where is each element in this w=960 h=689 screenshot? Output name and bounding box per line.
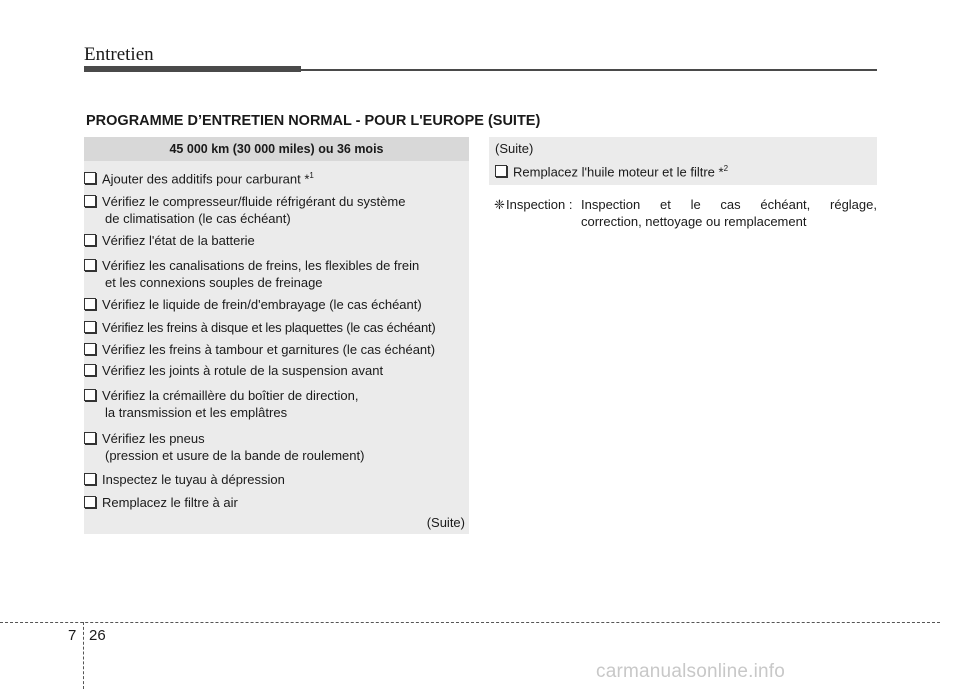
- item-text-continued: (pression et usure de la bande de roulement): [105, 448, 365, 463]
- item-text: Vérifiez les pneus: [102, 431, 205, 446]
- header-title: Entretien: [84, 44, 154, 65]
- list-item: [84, 471, 285, 488]
- list-item: [84, 257, 419, 291]
- item-text: Vérifiez les joints à rotule de la suspension avant: [102, 363, 384, 378]
- checkbox-icon: [84, 234, 96, 246]
- footnote-text: Inspection et le cas échéant, réglage,: [581, 197, 877, 212]
- item-text: Vérifiez les canalisations de freins, les flexibles de frein: [102, 258, 420, 273]
- item-text: Vérifiez la crémaillère du boîtier de direction,: [102, 388, 359, 403]
- item-text-continued: de climatisation (le cas échéant): [105, 211, 291, 226]
- item-text: Vérifiez le compresseur/fluide réfrigérant du système: [102, 194, 406, 209]
- checkbox-icon: [495, 165, 507, 177]
- header-bar-thick: [84, 66, 301, 72]
- continued-label: (Suite): [426, 515, 465, 530]
- list-item: [84, 296, 422, 313]
- item-text: Remplacez le filtre à air: [102, 495, 238, 510]
- item-text-continued: et les connexions souples de freinage: [105, 275, 323, 290]
- list-item: [84, 193, 405, 227]
- list-item: [84, 494, 238, 511]
- list-item: [84, 319, 436, 336]
- item-text: Ajouter des additifs pour carburant *: [102, 171, 310, 187]
- watermark: carmanualsonline.info: [596, 661, 786, 682]
- footer-divider: [83, 622, 84, 689]
- list-item: [84, 430, 364, 464]
- footer-rule: [0, 622, 940, 623]
- checkbox-icon: [84, 496, 96, 508]
- item-text: Remplacez l'huile moteur et le filtre *: [513, 164, 724, 180]
- checkbox-icon: [84, 364, 96, 376]
- maintenance-table-left: [84, 137, 469, 534]
- checkbox-icon: [84, 343, 96, 355]
- interval-heading: 45 000 km (30 000 miles) ou 36 mois: [84, 137, 469, 161]
- page-number: 26: [89, 627, 106, 644]
- maintenance-table-right: [489, 137, 877, 185]
- checkbox-icon: [84, 473, 96, 485]
- list-item: [84, 362, 383, 379]
- item-text-continued: la transmission et les emplâtres: [105, 405, 288, 420]
- checkbox-icon: [84, 321, 96, 333]
- checkbox-icon: [84, 389, 96, 401]
- item-text: Vérifiez le liquide de frein/d'embrayage (le cas échéant): [102, 297, 422, 312]
- item-text: Vérifiez les freins à disque et les plaquettes (le cas échéant): [102, 320, 436, 335]
- list-item: [84, 387, 359, 421]
- list-item: [495, 164, 728, 179]
- chapter-number: 7: [68, 627, 77, 644]
- checkbox-icon: [84, 432, 96, 444]
- item-text: Inspectez le tuyau à dépression: [102, 472, 285, 487]
- checkbox-icon: [84, 172, 96, 184]
- footnote-text-continued: correction, nettoyage ou remplacement: [581, 214, 807, 229]
- checkbox-icon: [84, 259, 96, 271]
- checkbox-icon: [84, 195, 96, 207]
- item-footnote-ref: 2: [723, 164, 729, 173]
- item-text: Vérifiez l'état de la batterie: [102, 233, 255, 248]
- footnote-symbol-icon: ❈: [494, 197, 505, 212]
- section-title: PROGRAMME D’ENTRETIEN NORMAL - POUR L'EUROPE (SUITE): [86, 113, 541, 129]
- list-item: [84, 341, 435, 358]
- checkbox-icon: [84, 298, 96, 310]
- footnote-label: Inspection :: [506, 197, 573, 212]
- list-item: [84, 232, 255, 249]
- item-text: Vérifiez les freins à tambour et garnitures (le cas échéant): [102, 342, 436, 357]
- item-footnote-ref: 1: [309, 171, 314, 180]
- header-rule: [301, 69, 877, 71]
- list-item: [84, 167, 314, 187]
- continued-label: (Suite): [495, 141, 534, 156]
